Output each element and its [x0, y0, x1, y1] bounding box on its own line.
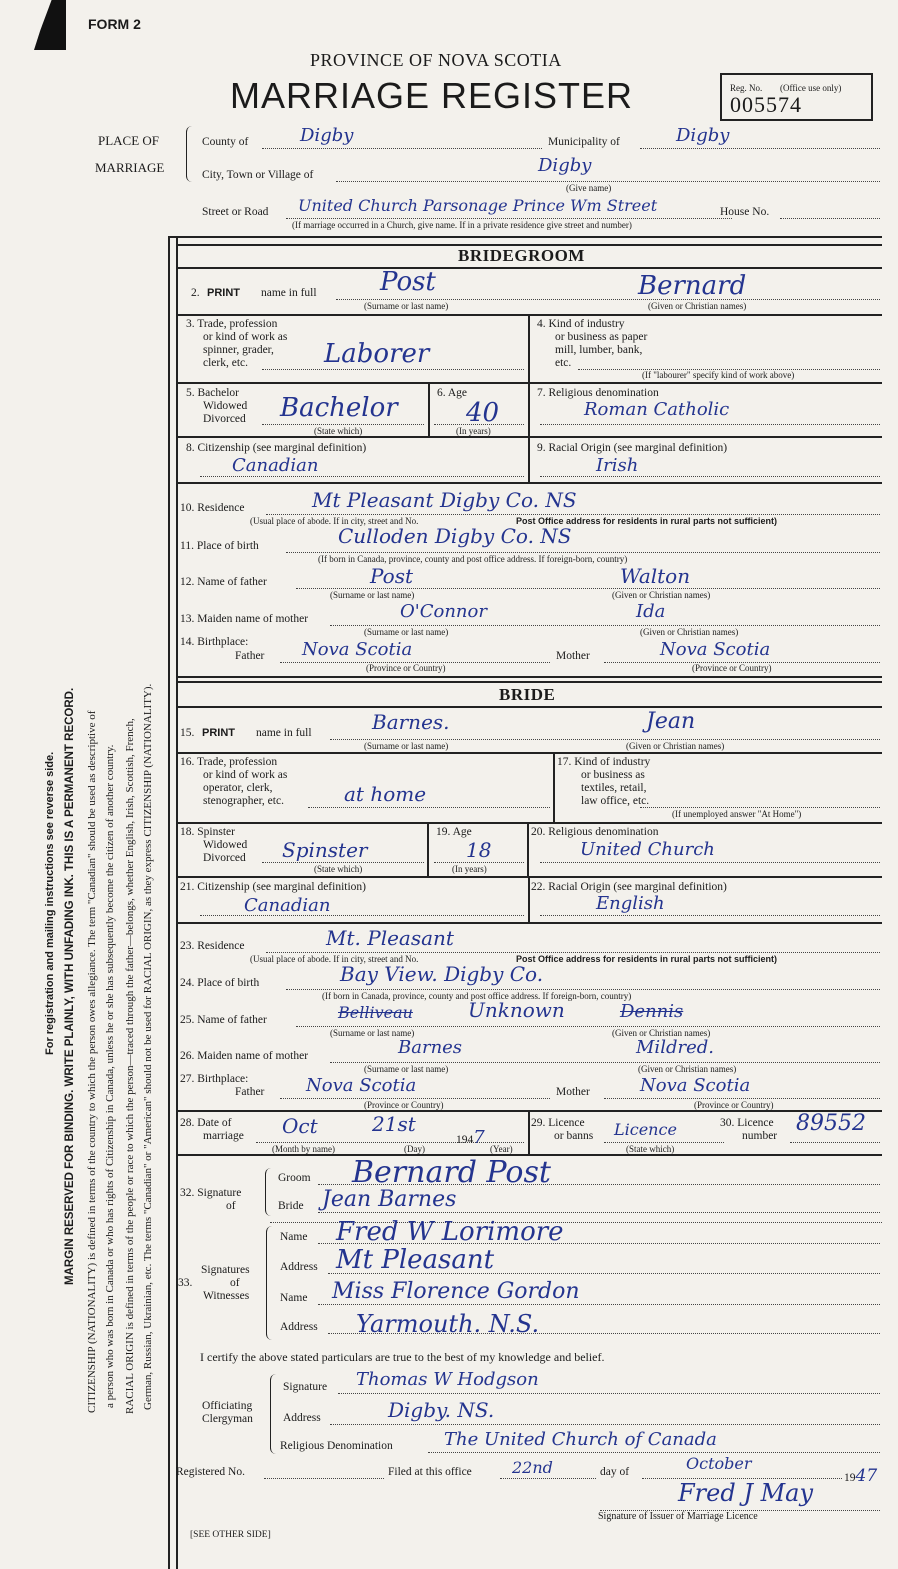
witness2-address: Yarmouth. N.S.	[356, 1310, 540, 1338]
county-value: Digby	[300, 125, 354, 146]
form-number: FORM 2	[88, 16, 141, 32]
f23-label: 23. Residence	[180, 940, 245, 952]
bride-birthplace: Bay View. Digby Co.	[340, 962, 544, 986]
res-note-1a: (Usual place of abode. If in city, street and No.	[250, 516, 419, 526]
filed-label: Filed at this office	[388, 1466, 472, 1478]
clergy-address-label: Address	[283, 1412, 321, 1424]
f17-note: (If unemployed answer "At Home")	[672, 809, 802, 819]
f4-line2: or business as paper	[555, 331, 648, 343]
groom-father-given: Walton	[620, 564, 691, 588]
margin-racial-1: RACIAL ORIGIN is defined in terms of the people or race to which the person—traced through the father—belongs, whether English, Irish, Scottish, French,	[124, 718, 136, 1414]
bride-racial: English	[596, 893, 665, 914]
give-name-note: (Give name)	[566, 183, 612, 193]
bride-residence: Mt. Pleasant	[326, 926, 454, 950]
place-label-2: MARRIAGE	[95, 160, 165, 175]
groom-father-birth: Nova Scotia	[302, 639, 413, 660]
house-no-label: House No.	[720, 206, 770, 218]
given-note-6: (Given or Christian names)	[638, 1064, 737, 1074]
groom-birthplace: Culloden Digby Co. NS	[338, 524, 572, 548]
page-title: MARRIAGE REGISTER	[230, 75, 634, 116]
groom-religion: Roman Catholic	[584, 399, 730, 420]
clergy-signature-label: Signature	[283, 1381, 328, 1393]
clergy-brace	[270, 1374, 277, 1454]
bride-father-surname: Unknown	[468, 998, 565, 1022]
bride-given: Jean	[646, 709, 696, 734]
city-label: City, Town or Village of	[202, 169, 314, 181]
f33-line3: Witnesses	[203, 1290, 250, 1302]
province-heading: PROVINCE OF NOVA SCOTIA	[310, 50, 562, 70]
issuer-signature: Fred J May	[678, 1479, 814, 1507]
given-note-4: (Given or Christian names)	[626, 741, 725, 751]
bride-age: 18	[466, 838, 492, 862]
see-other-side: [SEE OTHER SIDE]	[190, 1530, 271, 1540]
f5-line2: Widowed	[203, 400, 248, 412]
f17-line4: law office, etc.	[581, 795, 650, 807]
clergy-line1: Officiating	[202, 1400, 253, 1412]
margin-racial-2: German, Russian, Ukrainian, etc. The terms "Canadian" or "American" should not be used for RACIAL ORIGIN, as they express CITIZENSHIP (NATIONALITY).	[142, 683, 154, 1410]
year-prefix-text: 194	[456, 1134, 474, 1146]
bride-signature: Jean Barnes	[322, 1187, 457, 1212]
f4-line1: 4. Kind of industry	[537, 318, 625, 330]
f28-line2: marriage	[203, 1130, 244, 1142]
bride-father-given-struck: Dennis	[620, 1001, 684, 1022]
f26-label: 26. Maiden name of mother	[180, 1050, 309, 1062]
day-note: (Day)	[404, 1144, 425, 1154]
f6-label: 6. Age	[437, 387, 468, 399]
res-note-2b: Post Office address for residents in rural parts not sufficient)	[516, 954, 778, 964]
f27-mother: Mother	[556, 1086, 590, 1098]
f19-label: 19. Age	[436, 826, 472, 838]
f28-line1: 28. Date of	[180, 1117, 232, 1129]
f32-brace	[265, 1168, 272, 1216]
f16-line4: stenographer, etc.	[203, 795, 284, 807]
bridegroom-heading: BRIDEGROOM	[458, 246, 585, 265]
clergy-line2: Clergyman	[202, 1413, 253, 1425]
clergy-denomination-label: Religious Denomination	[280, 1440, 393, 1452]
f30-line2: number	[742, 1130, 778, 1142]
f14-label: 14. Birthplace:	[180, 636, 249, 648]
f33-number: 33.	[178, 1277, 193, 1289]
f9-label: 9. Racial Origin (see marginal definition)	[537, 442, 728, 454]
f18-line3: Divorced	[203, 852, 246, 864]
groom-sig-label: Groom	[278, 1172, 311, 1184]
margin-citizenship-1: CITIZENSHIP (NATIONALITY) is defined in terms of the country to which the person owes allegiance. The term "Canadian" should be used as descriptive of	[86, 710, 98, 1413]
street-value: United Church Parsonage Prince Wm Street	[298, 196, 658, 215]
f4-line3: mill, lumber, bank,	[555, 344, 643, 356]
f14-father: Father	[235, 650, 265, 662]
binding-tab-mark	[34, 0, 66, 50]
f33-line2: of	[230, 1277, 240, 1289]
filed-year-suffix: 47	[855, 1466, 878, 1486]
f25-label: 25. Name of father	[180, 1014, 267, 1026]
in-years-2: (In years)	[452, 864, 487, 874]
reg-number: 005574	[730, 92, 802, 117]
bride-citizenship: Canadian	[244, 895, 331, 916]
groom-residence: Mt Pleasant Digby Co. NS	[312, 488, 577, 512]
given-note-5: (Given or Christian names)	[612, 1028, 711, 1038]
state-which-3: (State which)	[626, 1144, 675, 1154]
year-digit: 7	[473, 1127, 485, 1148]
f17-line2: or business as	[581, 769, 645, 781]
given-note-3: (Given or Christian names)	[640, 627, 739, 637]
f33-brace	[266, 1226, 273, 1340]
f27-label: 27. Birthplace:	[180, 1073, 249, 1085]
witness2-name-label: Name	[280, 1292, 308, 1304]
f22-label: 22. Racial Origin (see marginal definition)	[531, 881, 727, 893]
f16-line1: 16. Trade, profession	[180, 756, 278, 768]
bride-religion: United Church	[580, 839, 715, 860]
witness1-address: Mt Pleasant	[336, 1245, 495, 1275]
f32-line2: of	[226, 1200, 236, 1212]
f27-father: Father	[235, 1086, 265, 1098]
clergy-denomination: The United Church of Canada	[444, 1429, 717, 1450]
filed-month: October	[686, 1454, 752, 1473]
f18-line1: 18. Spinster	[180, 826, 235, 838]
month-note: (Month by name)	[272, 1144, 335, 1154]
groom-trade: Laborer	[324, 339, 430, 369]
surname-note-1: (Surname or last name)	[364, 301, 449, 311]
f33-line1: Signatures	[201, 1264, 250, 1276]
prov-note-1: (Province or Country)	[366, 663, 446, 673]
f3-line3: spinner, grader,	[203, 344, 274, 356]
filed-year	[844, 1466, 877, 1486]
marriage-day: 21st	[372, 1112, 416, 1136]
filed-year-prefix: 19	[844, 1472, 856, 1484]
clergy-address: Digby. NS.	[388, 1398, 495, 1422]
groom-mother-birth: Nova Scotia	[660, 639, 771, 660]
prov-note-2: (Province or Country)	[692, 663, 772, 673]
f30-line1: 30. Licence	[720, 1117, 774, 1129]
place-label-1: PLACE OF	[98, 133, 160, 148]
state-which-2: (State which)	[314, 864, 363, 874]
bride-heading: BRIDE	[499, 685, 556, 704]
birth-note-1: (If born in Canada, province, county and post office address. If foreign-born, country)	[318, 554, 628, 564]
f2-label: name in full	[261, 287, 317, 299]
witness2-name: Miss Florence Gordon	[332, 1279, 580, 1304]
bride-trade: at home	[344, 782, 427, 806]
f4-note: (If "labourer" specify kind of work above)	[642, 370, 795, 380]
f5-line3: Divorced	[203, 413, 246, 425]
margin-citizenship-2: a person who was born in Canada or who has rights of Citizenship in Canada, unless he or she has subsequently become the citizen of another country.	[104, 744, 116, 1408]
surname-note-5: (Surname or last name)	[330, 1028, 415, 1038]
f4-line4: etc.	[555, 357, 572, 369]
municipality-label: Municipality of	[548, 136, 620, 148]
f16-line3: operator, clerk,	[203, 782, 273, 794]
given-note-2: (Given or Christian names)	[612, 590, 711, 600]
f15-number: 15.	[180, 727, 195, 739]
groom-father-surname: Post	[370, 564, 413, 588]
groom-mother-given: Ida	[636, 601, 666, 622]
street-note: (If marriage occurred in a Church, give name. If in a private residence give street and number)	[292, 220, 632, 230]
in-years-1: (In years)	[456, 426, 491, 436]
bride-sig-label: Bride	[278, 1200, 304, 1212]
f29-line1: 29. Licence	[531, 1117, 585, 1129]
f3-line4: clerk, etc.	[203, 357, 249, 369]
filed-day: 22nd	[512, 1458, 553, 1477]
margin-note-binding: MARGIN RESERVED FOR BINDING. WRITE PLAINLY, WITH UNFADING INK. THIS IS A PERMANENT RECORD.	[64, 687, 76, 1285]
office-use-note: (Office use only)	[780, 83, 842, 93]
bride-status: Spinster	[282, 838, 368, 862]
year-note: (Year)	[490, 1144, 513, 1154]
prov-note-3: (Province or Country)	[364, 1100, 444, 1110]
f13-label: 13. Maiden name of mother	[180, 613, 309, 625]
licence-or-banns: Licence	[614, 1120, 677, 1139]
witness2-address-label: Address	[280, 1321, 318, 1333]
registered-label: Registered No.	[176, 1466, 245, 1478]
f3-line2: or kind of work as	[203, 331, 288, 343]
groom-citizenship: Canadian	[232, 455, 319, 476]
bride-mother-given: Mildred.	[636, 1037, 714, 1058]
reg-label: Reg. No.	[730, 83, 763, 93]
issuer-label: Signature of Issuer of Marriage Licence	[598, 1511, 758, 1522]
f2-print: PRINT	[207, 287, 240, 299]
f7-label: 7. Religious denomination	[537, 387, 659, 399]
clergy-signature: Thomas W Hodgson	[356, 1369, 539, 1390]
certify-statement: I certify the above stated particulars are true to the best of my knowledge and belief.	[200, 1350, 605, 1364]
bride-father-struck: Belliveau	[338, 1003, 413, 1022]
f20-label: 20. Religious denomination	[531, 826, 659, 838]
witness1-name: Fred W Lorimore	[336, 1217, 564, 1247]
f3-line1: 3. Trade, profession	[186, 318, 278, 330]
groom-given: Bernard	[638, 271, 747, 301]
prov-note-4: (Province or Country)	[694, 1100, 774, 1110]
f5-line1: 5. Bachelor	[186, 387, 240, 399]
f2-number: 2.	[191, 287, 200, 299]
place-brace	[186, 126, 194, 182]
f8-label: 8. Citizenship (see marginal definition)	[186, 442, 367, 454]
witness1-name-label: Name	[280, 1231, 308, 1243]
f17-line1: 17. Kind of industry	[557, 756, 651, 768]
res-note-2a: (Usual place of abode. If in city, street and No.	[250, 954, 419, 964]
groom-age: 40	[466, 398, 500, 428]
surname-note-2: (Surname or last name)	[330, 590, 415, 600]
surname-note-4: (Surname or last name)	[364, 741, 449, 751]
f21-label: 21. Citizenship (see marginal definition)	[180, 881, 366, 893]
f18-line2: Widowed	[203, 839, 248, 851]
county-label: County of	[202, 136, 249, 148]
year-prefix	[456, 1128, 485, 1148]
f10-label: 10. Residence	[180, 502, 245, 514]
state-which-1: (State which)	[314, 426, 363, 436]
birth-note-2: (If born in Canada, province, county and post office address. If foreign-born, country)	[322, 991, 632, 1001]
bride-father-birth: Nova Scotia	[306, 1075, 417, 1096]
groom-signature: Bernard Post	[352, 1155, 551, 1190]
surname-note-6: (Surname or last name)	[364, 1064, 449, 1074]
f12-label: 12. Name of father	[180, 576, 267, 588]
groom-mother-surname: O'Connor	[400, 601, 487, 622]
street-label: Street or Road	[202, 206, 269, 218]
groom-surname: Post	[380, 267, 436, 297]
licence-number: 89552	[796, 1111, 866, 1136]
margin-note-instructions: For registration and mailing instructions see reverse side.	[44, 751, 56, 1055]
reg-number-box	[720, 73, 873, 121]
marriage-month: Oct	[282, 1114, 318, 1138]
city-value: Digby	[538, 155, 592, 176]
f14-mother: Mother	[556, 650, 590, 662]
bride-mother-birth: Nova Scotia	[640, 1075, 751, 1096]
f24-label: 24. Place of birth	[180, 977, 260, 989]
f29-line2: or banns	[554, 1130, 594, 1142]
witness1-address-label: Address	[280, 1261, 318, 1273]
f11-label: 11. Place of birth	[180, 540, 259, 552]
bride-surname: Barnes.	[372, 710, 450, 734]
groom-racial: Irish	[596, 455, 639, 476]
day-of-label: day of	[600, 1466, 630, 1478]
f15-print: PRINT	[202, 727, 235, 739]
f17-line3: textiles, retail,	[581, 782, 647, 794]
bride-mother-surname: Barnes	[398, 1037, 463, 1058]
municipality-value: Digby	[676, 125, 730, 146]
f16-line2: or kind of work as	[203, 769, 288, 781]
given-note-1: (Given or Christian names)	[648, 301, 747, 311]
groom-status: Bachelor	[280, 393, 398, 423]
f32-line1: 32. Signature	[180, 1187, 242, 1199]
surname-note-3: (Surname or last name)	[364, 627, 449, 637]
res-note-1b: Post Office address for residents in rural parts not sufficient)	[516, 516, 778, 526]
f15-label: name in full	[256, 727, 312, 739]
